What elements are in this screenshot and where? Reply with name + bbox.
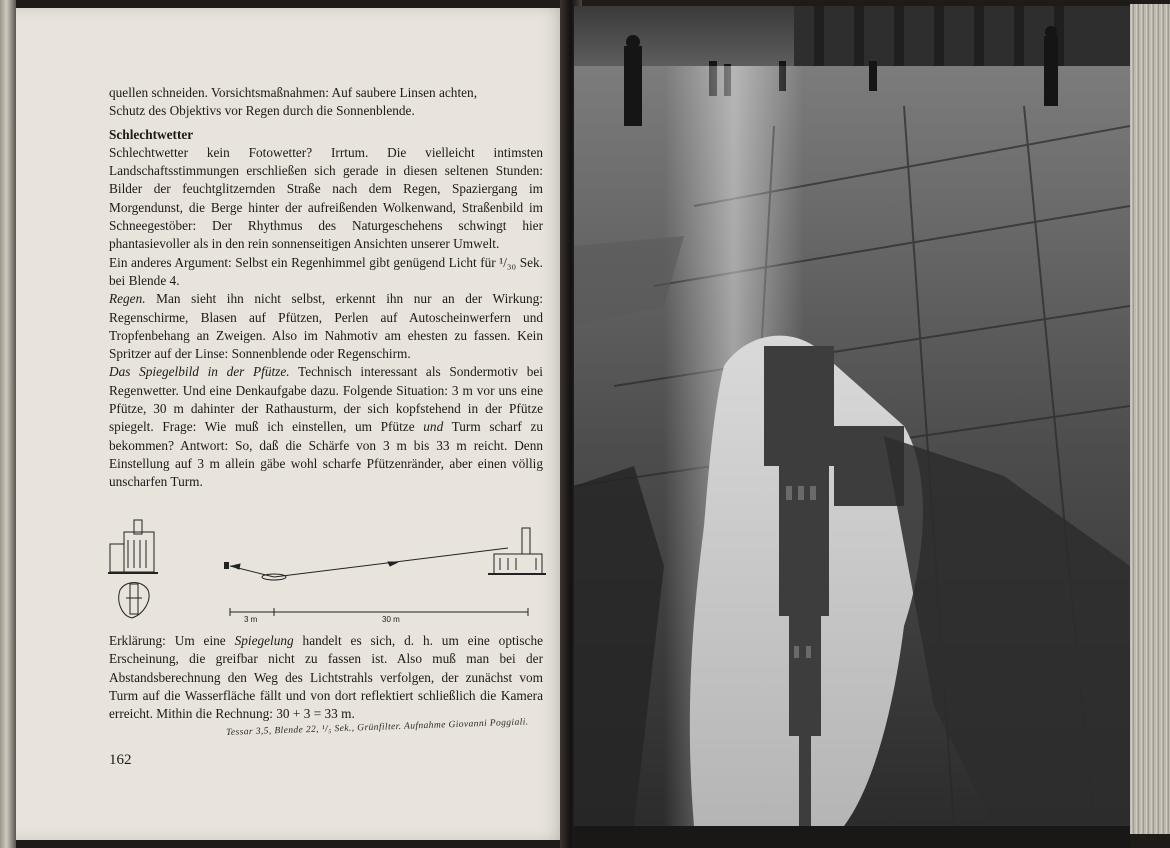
reflection-sketch: [119, 583, 149, 619]
paragraph-rain: [109, 290, 543, 363]
intro-line-1: quellen schneiden. Vorsichtsmaßnahmen: Auf saubere Linsen achten,: [109, 85, 478, 100]
body-text: [109, 84, 543, 492]
explanation-em: Spiegelung: [234, 633, 294, 648]
photo-bottom-border: [574, 826, 1130, 848]
distance-far-label: 30 m: [382, 615, 400, 624]
page-stack-right: [1130, 4, 1170, 834]
paragraph-mirror: [109, 363, 543, 491]
mirror-text-a: Technisch interessant als Sondermotiv bei Regenwetter. Und eine Denkaufgabe dazu. Folgende Situation: 3 m vor uns eine Pfütze, 30 m dahinter der Rathausturm, der sich kopfstehend in der Pfütze spiegelt. Frage: Wie muß ich einstellen, um Pfütze: [109, 364, 543, 435]
paragraph-argument: Ein anderes Argument: Selbst ein Regenhimmel gibt genügend Licht für ¹/₃₀ Sek. bei Blende 4.: [109, 254, 543, 288]
section-heading: Schlechtwetter: [109, 126, 194, 142]
photo-caption: Tessar 3,5, Blende 22, ¹/₅ Sek., Grünfilter. Aufnahme Giovanni Poggiali.: [226, 717, 529, 738]
left-page: [16, 8, 572, 840]
reflection-diagram: [108, 518, 548, 628]
light-ray: [230, 548, 508, 577]
page-number: 162: [109, 752, 132, 768]
explanation-b: handelt es sich, d. h. um eine optische Erscheinung, die greifbar nicht zu fassen ist. Also muß man bei der Abstandsberechnung den Weg des Lichtstrahls verfolgen, der zunächst vom Turm auf die Wasserfläche fällt und von dort reflektiert schließlich die Kamera erreicht. Mithin die Rechnung: 30 + 3 = 33 m.: [109, 633, 543, 722]
intro-line-2: Schutz des Objektivs vor Regen durch die Sonnenblende.: [109, 103, 415, 119]
distance-near-label: 3 m: [244, 615, 258, 624]
paragraph-bad-weather: Schlechtwetter kein Fotowetter? Irrtum. Die vielleicht intimsten Landschaftsstimmungen erschließen sich gerade in diesen seltenen Stunden: Bilder der feuchtglitzernden Straße nach dem Regen, Spaziergang im Morgendunst, die Berge hinter der aufreißenden Wolkenwand, Straßenbild im Schneegestöber: Der Rhythmus des Naturgeschehens schwingt hier phantasievoller als in den rein sonnenseitigen Ansichten unserer Umwelt.: [109, 144, 543, 252]
mirror-und: und: [423, 419, 444, 435]
explanation-text: [109, 632, 543, 723]
mirror-lead: Das Spiegelbild in der Pfütze.: [109, 364, 290, 380]
mirror-text-b: Turm scharf zu bekommen? Antwort: So, daß die Schärfe von 3 m bis 33 m reicht. Denn Einstellung auf 3 m allein gäbe wohl scharfe Pfützenränder, aber einen völlig unscharfen Turm.: [109, 419, 543, 490]
explanation-paragraph: [109, 632, 543, 723]
puddle-reflection-photo: [574, 6, 1130, 826]
distance-scale: [230, 608, 528, 616]
page-stack-left: [0, 0, 16, 848]
town-hall-sketch: [488, 528, 546, 574]
camera-icon: [224, 562, 229, 569]
rain-lead: Regen.: [109, 291, 146, 307]
rain-text: Man sieht ihn nicht selbst, erkennt ihn nur an der Wirkung: Regenschirme, Blasen auf Pfützen, Perlen auf Autoscheinwerfern und Tropfenbehang an Zweigen. Also im Nahmotiv am ehesten zu fassen. Kein Spritzer auf der Linse: Sonnenblende oder Regenschirm.: [109, 291, 543, 362]
explanation-a: Erklärung: Um eine: [109, 633, 235, 648]
tower-sketch: [108, 520, 158, 573]
